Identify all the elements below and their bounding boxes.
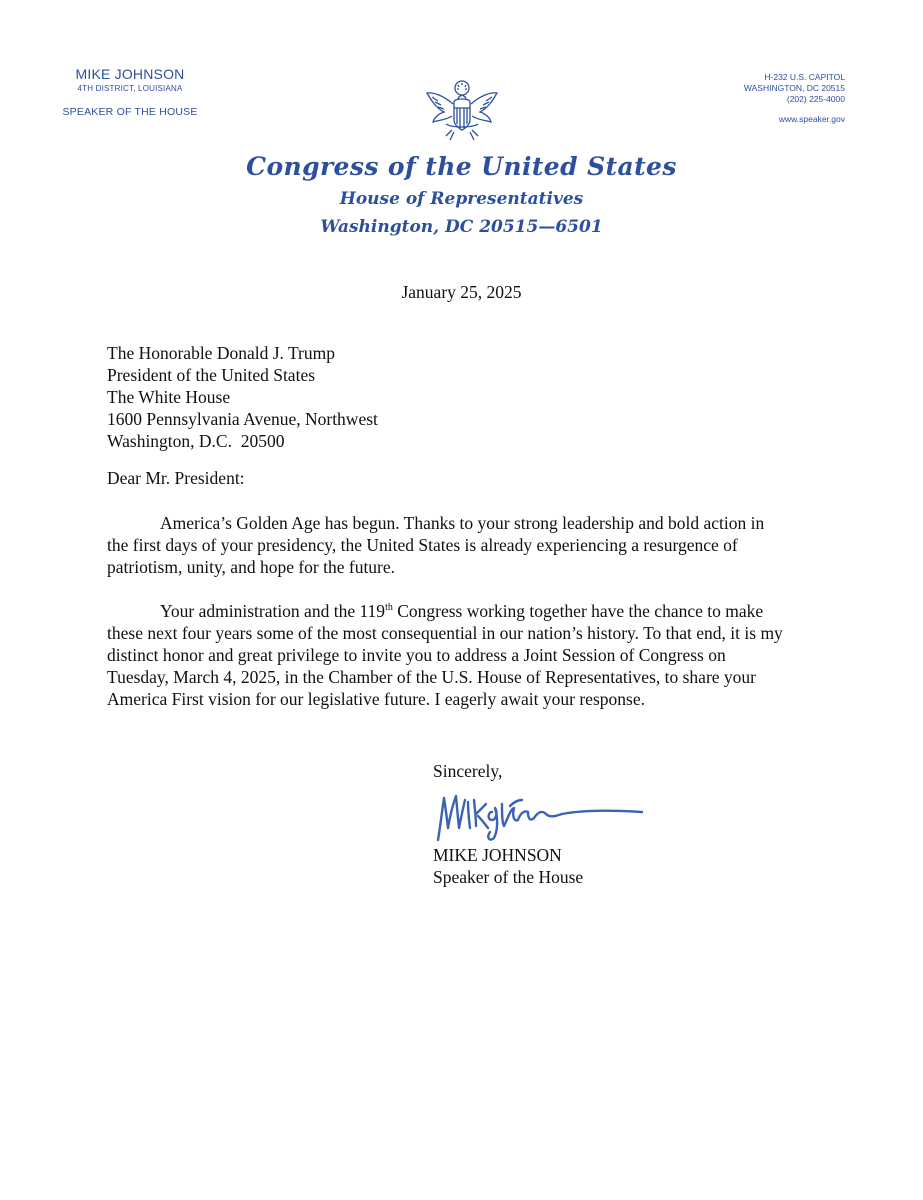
letterhead-phone: (202) 225-4000 (786, 94, 845, 104)
eagle-seal-icon (424, 78, 500, 144)
letterhead-title: SPEAKER OF THE HOUSE (62, 106, 198, 118)
body-paragraph-1: America’s Golden Age has begun. Thanks to your strong leadership and bold action in the first days of your presidency, the United States is already experiencing a resurgence of patriotism, unity, and hope for the future. (107, 513, 765, 577)
letterhead-right (695, 72, 845, 125)
ordinal-superscript: th (385, 602, 393, 614)
signer-name: MIKE JOHNSON (433, 845, 562, 865)
paragraph-text: Your administration and the 119 (160, 601, 386, 621)
paragraph-text: Congress working together have the chance to make these next four years some of the most consequential in our nation’s history. To that end, it is my distinct honor and great privilege to invite you to address a Joint Session of Congress on Tuesday, March 4, 2025, in the Chamber of the U.S. House of Representatives, to share your America First vision for our legislative future. I eagerly await your response. (107, 601, 783, 709)
letterhead-district: 4TH DISTRICT, LOUISIANA (77, 84, 183, 93)
signer-title: Speaker of the House (433, 867, 584, 887)
recipient-line: The Honorable Donald J. Trump (107, 343, 335, 363)
closing: Sincerely, (433, 761, 503, 781)
signature-image (432, 788, 646, 844)
heading-congress: Congress of the United States (246, 152, 677, 181)
heading-address: Washington, DC 20515—6501 (320, 217, 603, 237)
recipient-line: Washington, D.C. 20500 (107, 431, 285, 451)
letterhead-left (40, 66, 220, 118)
letterhead-city: WASHINGTON, DC 20515 (743, 83, 845, 93)
letter-date: January 25, 2025 (401, 282, 522, 302)
body-paragraph-2 (107, 600, 817, 710)
recipient-line: 1600 Pennsylvania Avenue, Northwest (107, 409, 378, 429)
recipient-line: The White House (107, 387, 231, 407)
heading-house: House of Representatives (339, 189, 584, 209)
letterhead-website: www.speaker.gov (778, 114, 845, 124)
salutation: Dear Mr. President: (107, 468, 245, 488)
letterhead-office: H-232 U.S. CAPITOL (764, 72, 845, 82)
recipient-address (107, 342, 378, 452)
letterhead-name: MIKE JOHNSON (75, 66, 185, 82)
recipient-line: President of the United States (107, 365, 316, 385)
